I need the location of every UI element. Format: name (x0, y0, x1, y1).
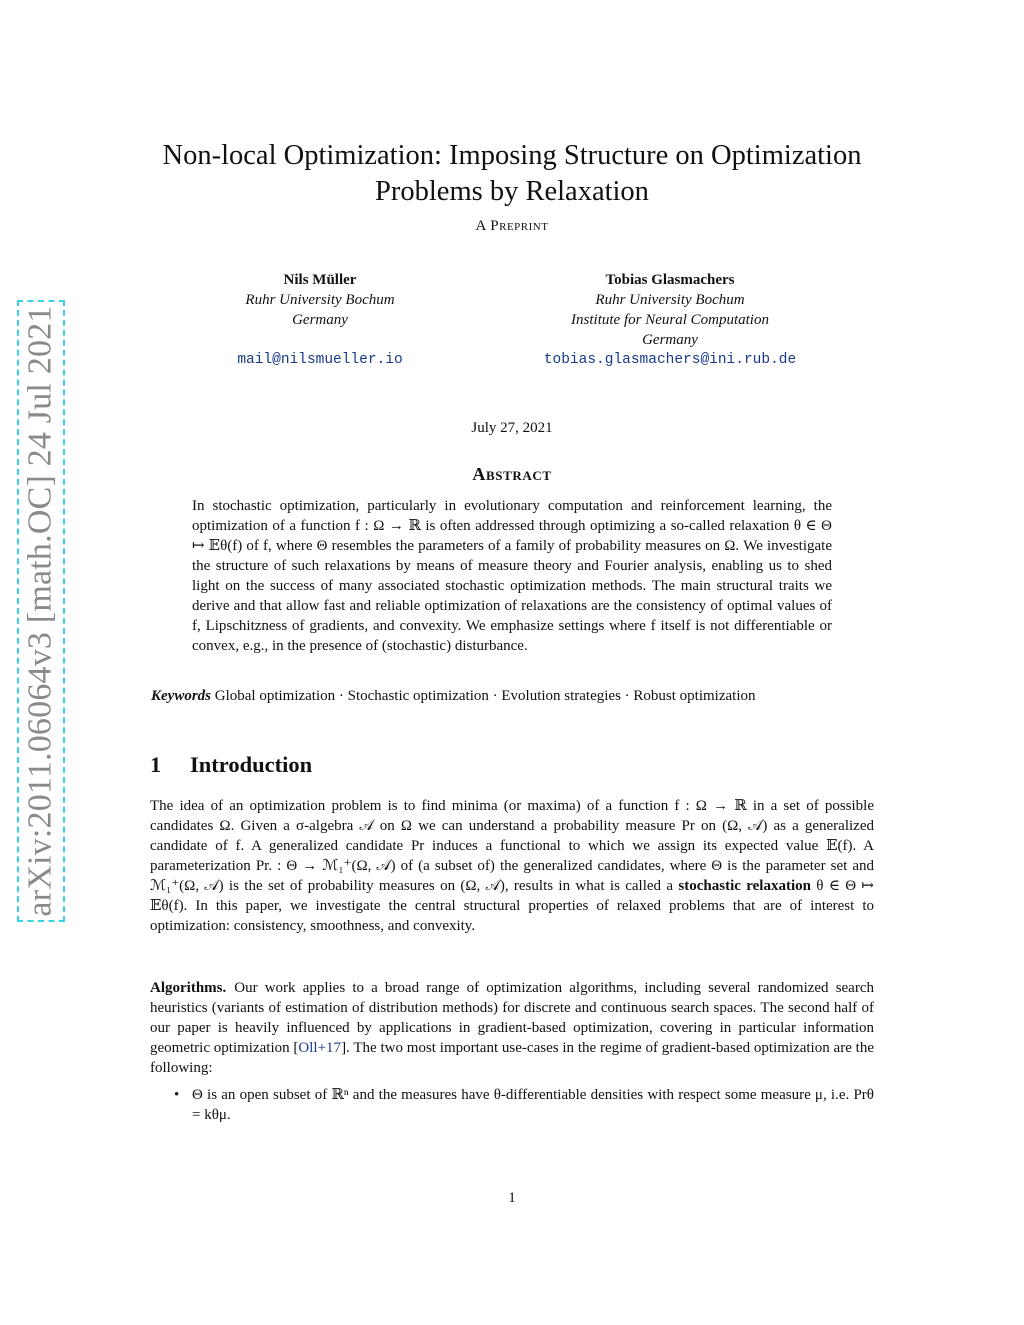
algorithms-text-end: ]. The two most important use-cases in the regime of gradient-based optimization are the following: (150, 1040, 874, 1076)
author-affiliation: Ruhr University Bochum (245, 292, 395, 308)
section-title: Introduction (190, 752, 313, 777)
keywords (151, 686, 875, 706)
keywords-list: Global optimization · Stochastic optimization · Evolution strategies · Robust optimization (214, 688, 756, 704)
author-affiliation: Germany (292, 312, 348, 328)
arxiv-stamp (17, 300, 65, 922)
algorithms-text: Our work applies to a broad range of optimization algorithms, including several randomized search heuristics (variants of estimation of distribution methods) for discrete and continuous search spaces. The second half of our paper is heavily influenced by applications in gradient-based optimization, covering in particular information geometric optimization [ (150, 980, 874, 1056)
paper-title: Non-local Optimization: Imposing Structure on Optimization Problems by Relaxation (162, 140, 862, 207)
intro-text-end: θ ∈ Θ ↦ 𝔼θ(f). In this paper, we investigate the central structural properties of relaxed problems that are of interest to optimization: consistency, smoothness, and convexity. (150, 878, 874, 934)
author-affiliation: Ruhr University Bochum (595, 292, 745, 308)
algorithms-runin-heading: Algorithms. (150, 980, 227, 996)
intro-text: The idea of an optimization problem is to find minima (or maxima) of a function f : Ω → ℝ in a set of possible candidates Ω. Given a σ-algebra 𝒜 on Ω we can understand a probability measure Pr on (Ω, 𝒜) as a generalized candidate of f. A generalized candidate Pr induces a functional to which we assign its expected value 𝔼(f). A parameterization Pr. : Θ → ℳ₁⁺(Ω, 𝒜) of (a subset of) the generalized candidates, where Θ is the parameter set and ℳ₁⁺(Ω, 𝒜) is the set of probability measures on (Ω, 𝒜), results in what is called a (150, 798, 874, 894)
page-number: 1 (508, 1190, 516, 1206)
citation-link[interactable]: Oll+17 (298, 1040, 342, 1056)
intro-paragraph (150, 796, 874, 936)
author-block-1 (160, 270, 480, 370)
publication-date: July 27, 2021 (471, 420, 553, 436)
abstract-heading: Abstract (472, 464, 552, 484)
author-email-link[interactable]: mail@nilsmueller.io (237, 352, 403, 368)
bullet-icon: • (174, 1087, 180, 1103)
abstract-body: In stochastic optimization, particularly in evolutionary computation and reinforcement learning, the optimization of a function f : Ω → ℝ is often addressed through optimizing a so-called relaxation θ ∈ Θ ↦ 𝔼θ(f) of f, where Θ resembles the parameters of a family of probability measures on Ω. We investigate the structure of such relaxations by means of measure theory and Fourier analysis, enabling us to shed light on the success of many associated stochastic optimization methods. The main structural traits we derive and that allow fast and reliable optimization of relaxations are the consistency of optimal values of f, Lipschitzness of gradients, and convexity. We emphasize settings where f itself is not differentiable or convex, e.g., in the presence of (stochastic) disturbance. (192, 498, 832, 654)
intro-bold-term: stochastic relaxation (678, 878, 811, 894)
list-item (174, 1085, 874, 1125)
list-item-text: Θ is an open subset of ℝⁿ and the measures have θ-differentiable densities with respect some measure μ, i.e. Prθ = kθμ. (192, 1087, 874, 1123)
author-name: Nils Müller (283, 272, 357, 288)
arxiv-identifier: arXiv:2011.06064v3 [math.OC] 24 Jul 2021 (22, 305, 60, 917)
preprint-label: A Preprint (475, 218, 549, 234)
algorithms-paragraph (150, 978, 874, 1078)
section-number: 1 (150, 752, 162, 777)
author-affiliation: Institute for Neural Computation (571, 312, 769, 328)
author-email-link[interactable]: tobias.glasmachers@ini.rub.de (543, 352, 797, 368)
author-block-2 (510, 270, 830, 370)
keywords-label: Keywords (151, 688, 211, 704)
section-heading-introduction (150, 752, 874, 778)
author-name: Tobias Glasmachers (605, 272, 735, 288)
author-affiliation: Germany (642, 332, 698, 348)
